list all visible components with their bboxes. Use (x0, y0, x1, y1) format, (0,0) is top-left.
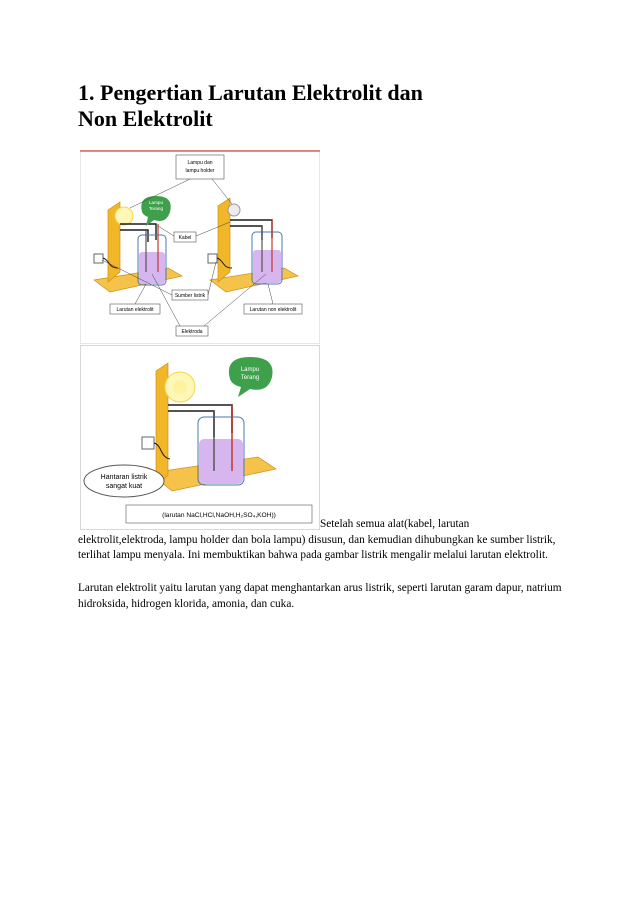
solution-label: (larutan NaCl,HCl,NaOH,H₂SO₄,KOH)) (162, 512, 276, 519)
conduction-ellipse (84, 465, 164, 497)
socket-left (94, 254, 103, 263)
label-box-lamp-holder (176, 155, 224, 179)
solution-left (139, 252, 165, 284)
bubble-text-2: Terang (240, 375, 260, 381)
figure-2-frame (81, 346, 320, 530)
bubble-text-1: Lampu (240, 367, 260, 373)
bulb-glow (173, 380, 187, 394)
bubble-left-text-2: Terang (148, 206, 164, 211)
paragraph-1-body: elektrolit,elektroda, lampu holder dan bola lampu) disusun, dan kemudian dihubungkan ke sumber listrik, terlihat lampu menyala. Ini membuktikan bahwa pada gambar listrik mengalir melalui larutan elektrolit. (78, 533, 556, 561)
figure-apparatus-comparison (80, 150, 320, 344)
title-line-2: Non Elektrolit (78, 106, 213, 131)
paragraph-observation (78, 517, 568, 564)
figure-1-svg (80, 150, 320, 344)
bulb-left (115, 207, 133, 225)
label-non-electrolyte: Larutan non elektrolit (249, 307, 297, 313)
bulb-right (228, 204, 240, 216)
paragraph-definition (78, 581, 568, 612)
page-title (78, 80, 558, 132)
conduction-text-2: sangat kuat (105, 483, 143, 490)
figure-2-svg (80, 345, 320, 530)
conduction-text-1: Hantaran listrik (100, 474, 148, 481)
label-electrolyte: Larutan elektrolit (116, 307, 154, 313)
label-lamp-holder-2: lampu holder (185, 168, 215, 174)
label-lamp-holder-1: Lampu dan (187, 160, 213, 166)
socket (142, 437, 154, 449)
label-power-source: Sumber listrik (174, 293, 206, 299)
solution (199, 439, 243, 484)
label-electrode: Elektroda (181, 329, 203, 335)
label-cable: Kabel (178, 235, 192, 241)
solution-right (253, 250, 281, 283)
bubble-left-text-1: Lampu (148, 200, 164, 205)
title-line-1: 1. Pengertian Larutan Elektrolit dan (78, 80, 423, 105)
socket-right (208, 254, 217, 263)
figure-strong-conduction (80, 345, 320, 530)
paragraph-2-body: Larutan elektrolit yaitu larutan yang dapat menghantarkan arus listrik, seperti larutan garam dapur, natrium hidroksida, hidrogen klorida, amonia, dan cuka. (78, 582, 562, 610)
paragraph-1-lead: Setelah semua alat(kabel, larutan (320, 518, 470, 530)
